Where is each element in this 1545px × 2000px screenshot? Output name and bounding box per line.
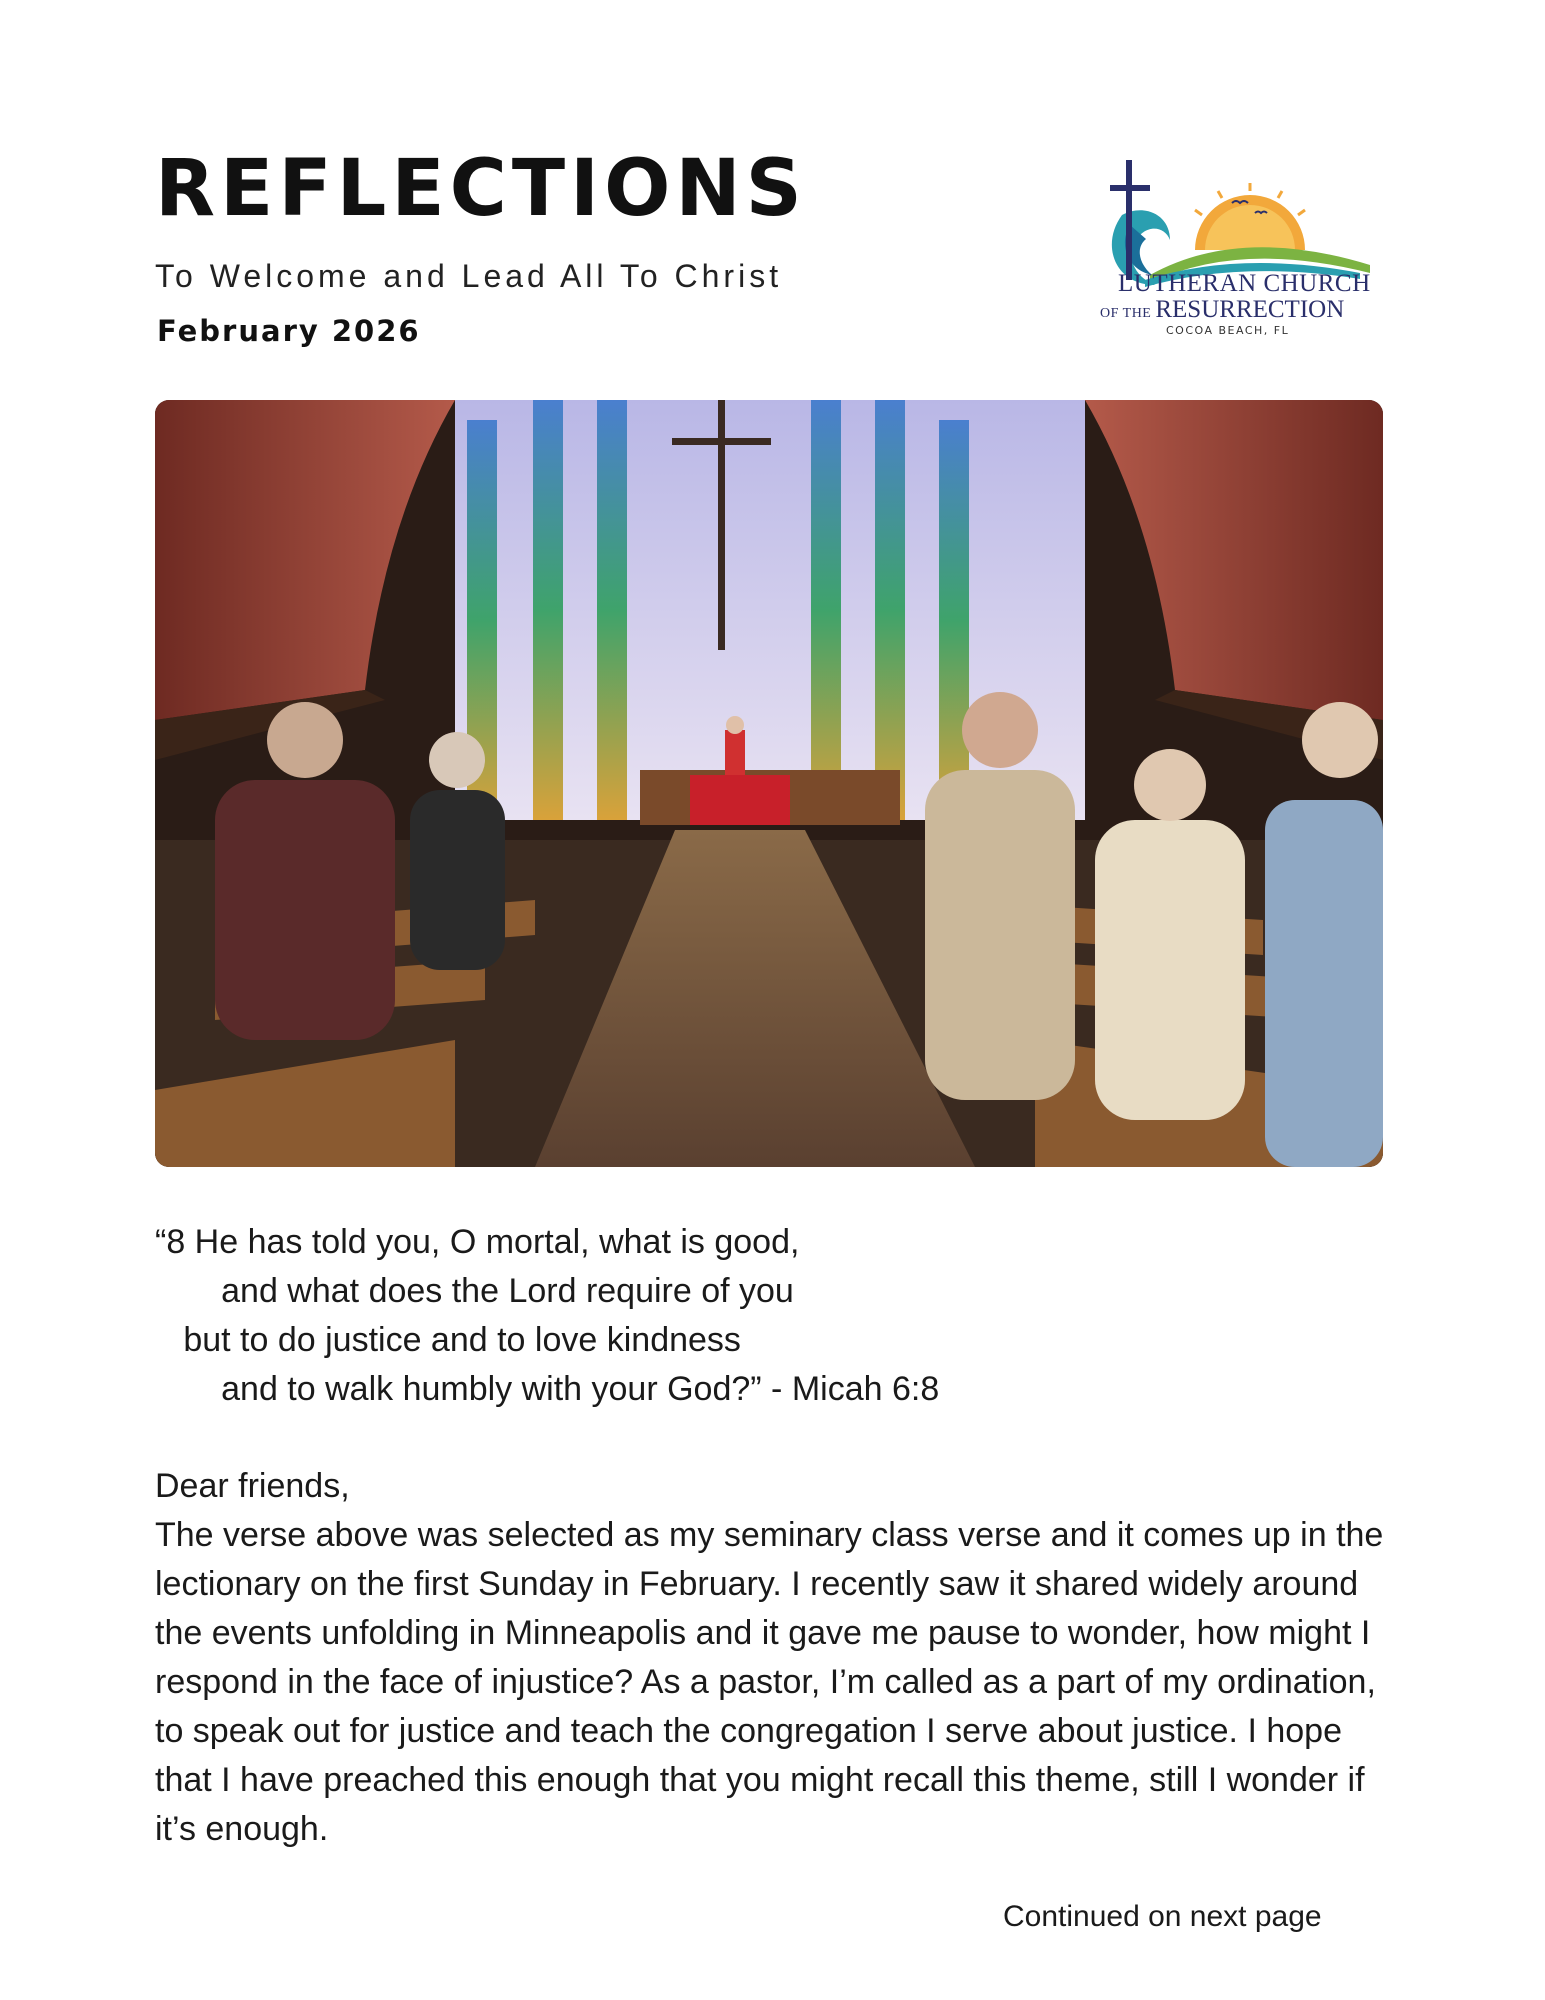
logo-text-location: COCOA BEACH, FL [1166, 324, 1290, 337]
scripture-quote [155, 1218, 939, 1414]
scripture-line: “8 He has told you, O mortal, what is good, [155, 1223, 800, 1261]
scripture-line: and what does the Lord require of you [155, 1272, 794, 1310]
issue-date: February 2026 [157, 314, 421, 348]
logo-text-resurrection [1100, 296, 1344, 324]
continued-note: Continued on next page [1003, 1900, 1322, 1933]
pastor-letter [155, 1462, 1395, 1854]
church-sanctuary-photo [155, 400, 1383, 1167]
newsletter-tagline: To Welcome and Lead All To Christ [155, 258, 783, 294]
letter-body: The verse above was selected as my seminary class verse and it comes up in the lectionary on the first Sunday in February. I recently saw it shared widely around the events unfolding in Minneapolis and it gave me pause to wonder, how might I respond in the face of injustice? As a pastor, I’m called as a part of my ordination, to speak out for justice and teach the congregation I serve about justice. I hope that I have preached this enough that you might recall this theme, still I wonder if it’s enough. [155, 1516, 1384, 1848]
logo-text-church: LUTHERAN CHURCH [1118, 270, 1371, 297]
scripture-line: and to walk humbly with your God?” - Micah 6:8 [155, 1370, 940, 1408]
logo-text-prefix: OF THE [1100, 306, 1156, 321]
scripture-line: but to do justice and to love kindness [155, 1321, 741, 1359]
letter-salutation: Dear friends, [155, 1467, 350, 1505]
newsletter-title: REFLECTIONS [155, 144, 807, 234]
logo-text-main: RESURRECTION [1155, 296, 1345, 323]
